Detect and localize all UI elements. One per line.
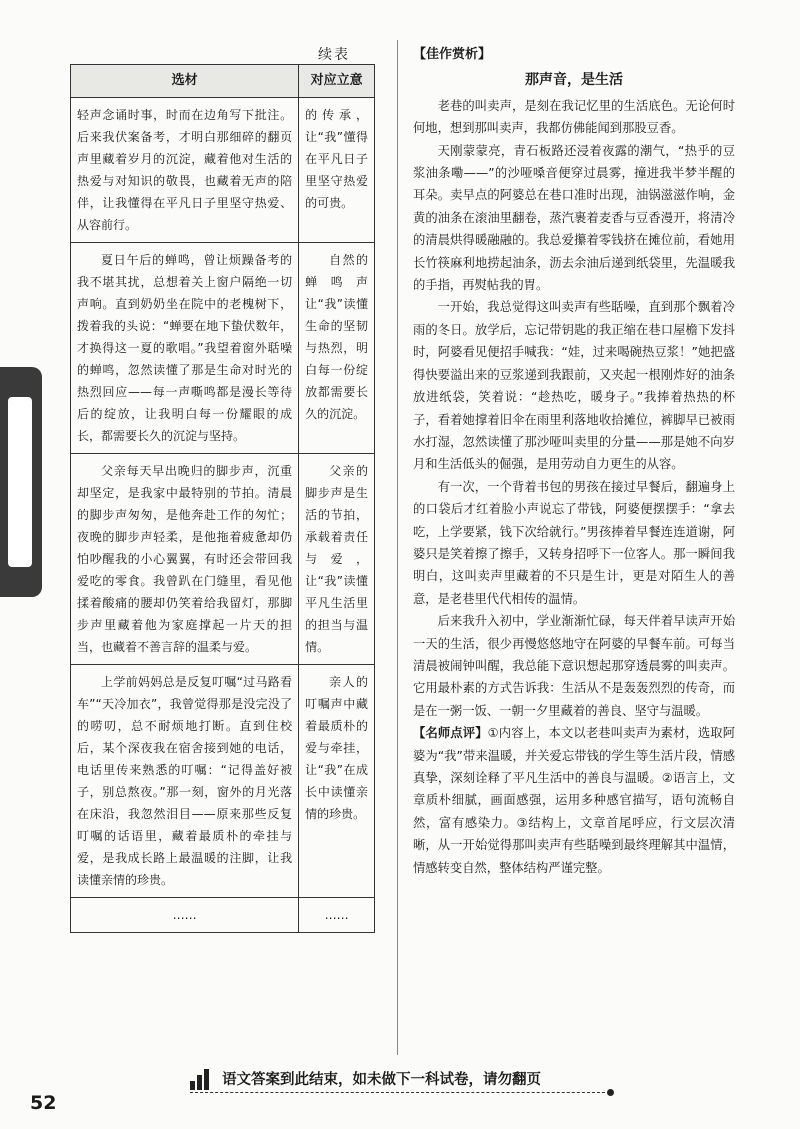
- table-row: [71, 665, 375, 898]
- continued-table-label: 续表: [318, 47, 350, 63]
- essay-paragraph: 后来我升入初中，学业渐渐忙碌，每天伴着早读声开始一天的生活，很少再慢悠悠地守在阿婆的早餐车前。可每当清晨被闹钟叫醒，我总能下意识想起那穿透晨雾的叫卖声。它用最朴素的方式告诉我：生活从不是轰轰烈烈的传奇，而是在一粥一饭、一朝一夕里藏着的善良、坚守与温暖。: [413, 614, 735, 718]
- material-table: [70, 64, 375, 933]
- column-divider: [397, 40, 398, 1055]
- section-tag: 【佳作赏析】: [413, 47, 492, 62]
- material-cell: 父亲每天早出晚归的脚步声，沉重却坚定，是我家中最特别的节拍。清晨的脚步声匆匆，是他奔赴工作的匆忙；夜晚的脚步声轻柔，是他拖着疲惫却仍怕吵醒我的小心翼翼，有时还会带回我爱吃的零食。我曾趴在门缝里，看见他揉着酸痛的腰却仍笑着给我留灯，那脚步声里藏着他为家庭撑起一片天的担当，也藏着不善言辞的温柔与爱。: [71, 454, 299, 665]
- material-cell: 夏日午后的蝉鸣，曾让烦躁备考的我不堪其扰，总想着关上窗户隔绝一切声响。直到奶奶坐在院中的老槐树下，拨着我的头说：“蝉要在地下蛰伏数年，才换得这一夏的歌唱。”我望着窗外聒噪的蝉鸣，忽然读懂了那是生命对时光的热烈回应——每一声嘶鸣都是漫长等待后的绽放，让我明白每一份耀眼的成长，都需要长久的沉淀与坚持。: [71, 243, 299, 454]
- essay-paragraph: 天刚蒙蒙亮，青石板路还浸着夜露的潮气，“热乎的豆浆油条嘞——”的沙哑嗓音便穿过晨雾，撞进我半梦半醒的耳朵。卖早点的阿婆总在巷口准时出现，油锅滋滋作响，金黄的油条在滚油里翻卷，蒸汽裹着麦香与豆香漫开，将清冷的清晨烘得暖融融的。我总爱攥着零钱挤在摊位前，看她用长竹筷麻利地捞起油条，沥去余油后递到纸袋里，先温暖我的手指，再熨帖我的胃。: [413, 143, 735, 293]
- essay-title: 那声音，是生活: [525, 72, 623, 89]
- table-row: [71, 98, 375, 243]
- material-cell: 上学前妈妈总是反复叮嘱“过马路看车”“天冷加衣”，我曾觉得那是没完没了的唠叨，总不耐烦地打断。直到住校后，某个深夜我在宿舍接到她的电话，电话里传来熟悉的叮嘱：“记得盖好被子，别总熬夜。”那一刻，窗外的月光落在床沿，我忽然泪目——原来那些反复叮嘱的话语里，藏着最质朴的牵挂与爱，是我成长路上最温暖的注脚，让我读懂亲情的珍贵。: [71, 665, 299, 898]
- dot-icon: [607, 1089, 614, 1096]
- meaning-cell: 的传承，让“我”懂得在平凡日子里坚守热爱的可贵。: [299, 98, 375, 243]
- table-row-ellipsis: [71, 898, 375, 933]
- meaning-cell: 父亲的脚步声是生活的节拍，承载着责任与爱，让“我”读懂平凡生活里的担当与温情。: [299, 454, 375, 665]
- essay-column: [413, 44, 735, 879]
- table-header-row: [71, 65, 375, 98]
- teacher-comment: [413, 722, 735, 879]
- footer-notice-bar: [190, 1066, 610, 1093]
- chapter-side-tab: [0, 367, 42, 597]
- comment-text: ①内容上，本文以老巷叫卖声为素材，选取阿婆为“我”带来温暖，并关爱忘带钱的学生等生活片段，情感真挚，深刻诠释了平凡生活中的善良与温暖。②语言上，文章质朴细腻，画面感强，运用多种感官描写，语句流畅自然，富有感染力。③结构上，文章首尾呼应，行文层次清晰，从一开始觉得那叫卖声有些聒噪到最终理解其中温情，情感转变自然，整体结构严谨完整。: [413, 726, 735, 875]
- column-header-material: 选材: [71, 65, 299, 98]
- ellipsis-cell: ……: [299, 898, 375, 933]
- material-cell: 轻声念诵时事，时而在边角写下批注。后来我伏案备考，才明白那细碎的翻页声里藏着岁月的沉淀，藏着他对生活的热爱与对知识的敬畏，也藏着无声的陪伴，让我懂得在平凡日子里坚守热爱、从容前行。: [71, 98, 299, 243]
- bar-chart-icon: [190, 1068, 214, 1090]
- meaning-cell: 亲人的叮嘱声中藏着最质朴的爱与牵挂，让“我”在成长中读懂亲情的珍贵。: [299, 665, 375, 898]
- essay-paragraph: 有一次，一个背着书包的男孩在接过早餐后，翻遍身上的口袋后才红着脸小声说忘了带钱，阿婆便摆摆手：“拿去吃，上学要紧，钱下次给就行。”男孩捧着早餐连连道谢，阿婆只是笑着擦了擦手，又转身招呼下一位客人。那一瞬间我明白，这叫卖声里藏着的不只是生计，更是对陌生人的善意，是老巷里代代相传的温情。: [413, 479, 735, 606]
- essay-paragraph: 一开始，我总觉得这叫卖声有些聒噪，直到那个飘着冷雨的冬日。放学后，忘记带钥匙的我正缩在巷口屋檐下发抖时，阿婆看见便招手喊我：“娃，过来喝碗热豆浆！”她把盛得快要溢出来的豆浆递到我跟前，又夹起一根刚炸好的油条放进纸袋，笑着说：“趁热吃，暖身子。”我捧着热热的杯子，看着她撑着旧伞在雨里利落地收拾摊位，裤脚早已被雨水打湿，忽然读懂了那沙哑叫卖里的分量——那是她不向岁月和生活低头的倔强，是用劳动自力更生的从容。: [413, 300, 735, 472]
- ellipsis-cell: ……: [71, 898, 299, 933]
- meaning-cell: 自然的蝉鸣声让“我”读懂生命的坚韧与热烈，明白每一份绽放都需要长久的沉淀。: [299, 243, 375, 454]
- essay-paragraph: 老巷的叫卖声，是刻在我记忆里的生活底色。无论何时何地，想到那叫卖声，我都仿佛能闻到那股豆香。: [413, 98, 735, 136]
- comment-tag: 【名师点评】: [413, 726, 488, 741]
- table-row: [71, 243, 375, 454]
- column-header-meaning: 对应立意: [299, 65, 375, 98]
- page-number: 52: [30, 1092, 57, 1114]
- table-row: [71, 454, 375, 665]
- footer-notice: 语文答案到此结束，如未做下一科试卷，请勿翻页: [222, 1072, 541, 1088]
